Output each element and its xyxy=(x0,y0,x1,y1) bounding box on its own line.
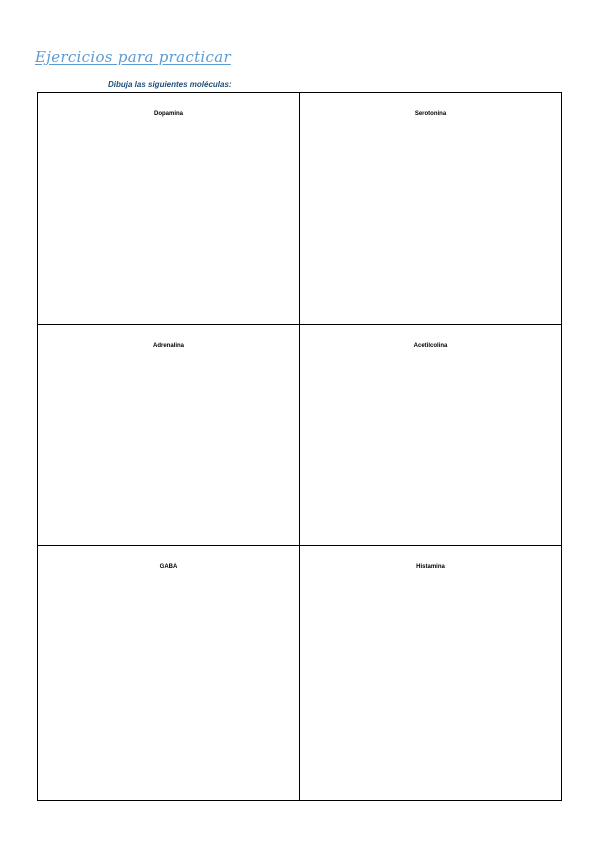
cell-label: GABA xyxy=(159,564,178,570)
cell-label: Dopamina xyxy=(153,111,183,117)
cell-label: Acetilcolina xyxy=(413,343,448,349)
molecule-drawing-grid xyxy=(37,92,562,801)
drawing-cell-serotonina[interactable] xyxy=(300,93,561,325)
drawing-cell-histamina[interactable] xyxy=(300,546,561,800)
cell-label: Adrenalina xyxy=(152,343,184,349)
drawing-cell-dopamina[interactable] xyxy=(38,93,300,325)
drawing-cell-acetilcolina[interactable] xyxy=(300,325,561,546)
page-title: Ejercicios para practicar xyxy=(35,48,231,66)
cell-label: Serotonina xyxy=(414,111,447,117)
drawing-cell-gaba[interactable] xyxy=(38,546,300,800)
instruction-text: Dibuja las siguientes moléculas: xyxy=(108,80,232,89)
drawing-cell-adrenalina[interactable] xyxy=(38,325,300,546)
cell-label: Histamina xyxy=(416,564,445,570)
